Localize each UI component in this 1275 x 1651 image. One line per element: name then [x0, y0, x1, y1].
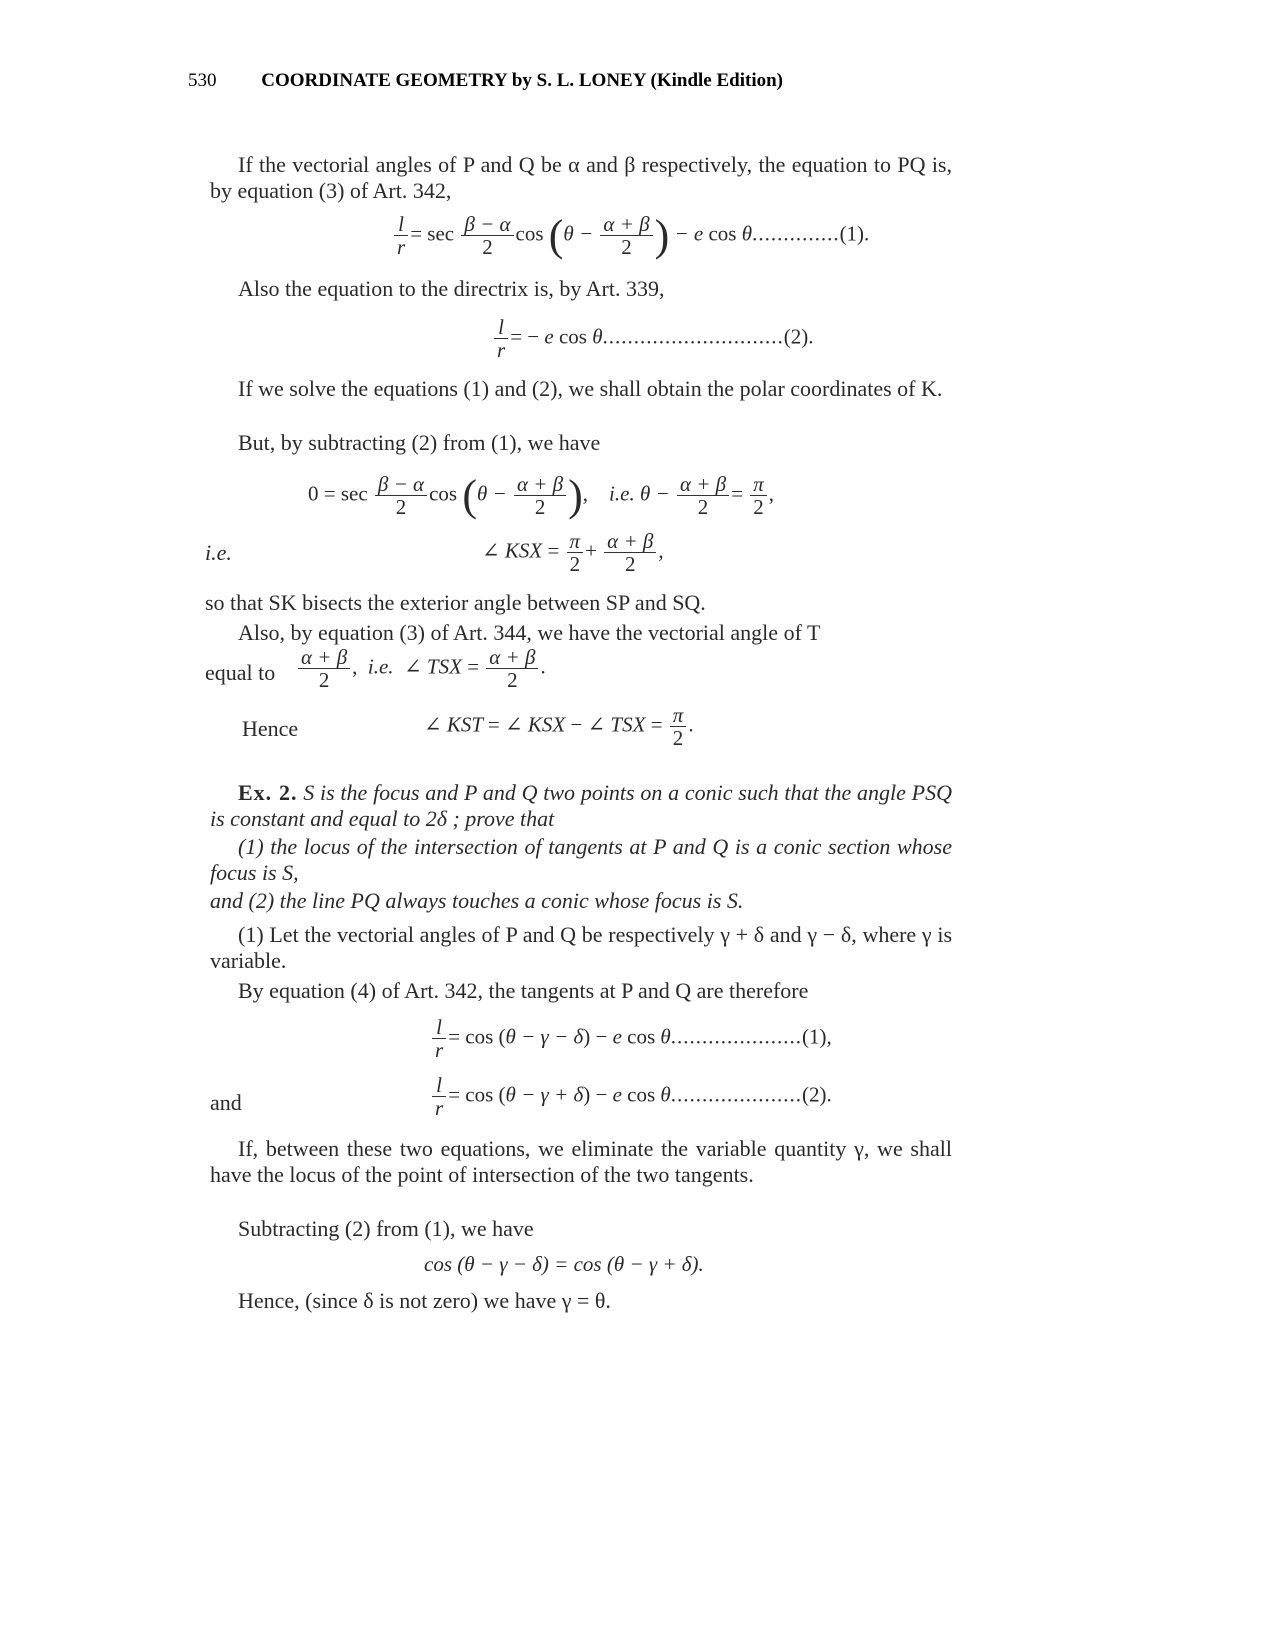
eq3-tag: (1),: [801, 1024, 832, 1049]
equation-tsx: $\frac{\alpha + \beta}{2}$ , i.e. ∠ TSX = $\frac{\alpha + \beta}{2}$ .: [296, 646, 546, 691]
example-label: Ex. 2.: [238, 780, 298, 805]
page-header: [188, 70, 783, 92]
paragraph-9: By equation (4) of Art. 342, the tangents at P and Q are therefore: [238, 978, 809, 1003]
running-title: COORDINATE GEOMETRY by S. L. LONEY (Kindle Edition): [261, 70, 783, 91]
ie-label-inline: i.e.: [609, 481, 635, 506]
paragraph-3: If we solve the equations (1) and (2), we shall obtain the polar coordinates of K.: [238, 376, 943, 401]
paragraph-11: Subtracting (2) from (1), we have: [238, 1216, 534, 1241]
equation-1: $\frac{l}{r}$ = sec $\frac{\beta - \alpha}{2}$ cos (θ − $\frac{\alpha + \beta}{2}$ ) − e cos θ..............(1).: [392, 210, 869, 261]
equation-final: cos (θ − γ − δ) = cos (θ − γ + δ).: [424, 1252, 704, 1276]
example-text: S is the focus and P and Q two points on a conic such that the angle PSQ is constant and equal to 2δ ; prove that: [210, 780, 952, 831]
equation-kst: ∠ KST = ∠ KSX − ∠ TSX = $\frac{\pi}{2}$ .: [424, 703, 694, 751]
eq4-tag: (2).: [801, 1082, 832, 1107]
paragraph-5: so that SK bisects the exterior angle between SP and SQ.: [205, 590, 706, 615]
example-2: [210, 780, 952, 832]
paragraph-6b: equal to: [205, 660, 276, 685]
paragraph-8: (1) Let the vectorial angles of P and Q be respectively γ + δ and γ − δ, where γ is variable.: [210, 922, 952, 973]
paragraph-10: If, between these two equations, we eliminate the variable quantity γ, we shall have the locus of the point of intersection of the two tangents.: [210, 1136, 952, 1187]
equation-2: $\frac{l}{r}$ = − e cos θ.............................(2).: [492, 316, 814, 361]
eq2-tag: (2).: [783, 324, 814, 349]
page-number: 530: [188, 70, 217, 91]
equation-subtract: 0 = sec $\frac{\beta - \alpha}{2}$ cos (θ − $\frac{\alpha + \beta}{2}$ ), i.e. θ − $\frac{\alpha + \beta}{2}$ = $\frac{\pi}{2}$ ,: [308, 471, 774, 520]
eq1-tag: (1).: [839, 221, 870, 246]
example-part-1: (1) the locus of the intersection of tangents at P and Q is a conic section whose focus is S,: [210, 834, 952, 885]
example-part-2: and (2) the line PQ always touches a conic whose focus is S.: [210, 888, 744, 913]
paragraph-1: If the vectorial angles of P and Q be α and β respectively, the equation to PQ is, by equation (3) of Art. 342,: [210, 152, 952, 203]
paragraph-2: Also the equation to the directrix is, by Art. 339,: [238, 276, 665, 301]
paragraph-6a: Also, by equation (3) of Art. 344, we have the vectorial angle of T: [238, 620, 821, 645]
paragraph-12: Hence, (since δ is not zero) we have γ = θ.: [238, 1288, 611, 1313]
paragraph-7: Hence: [242, 716, 299, 741]
equation-tangent-2: $\frac{l}{r}$ = cos (θ − γ + δ) − e cos θ.....................(2).: [430, 1074, 832, 1119]
and-label: and: [210, 1090, 242, 1115]
ie-label: i.e.: [205, 540, 232, 565]
paragraph-4: But, by subtracting (2) from (1), we have: [238, 430, 601, 455]
equation-ksx: ∠ KSX = $\frac{\pi}{2}$ + $\frac{\alpha + \beta}{2}$ ,: [482, 529, 664, 577]
equation-tangent-1: $\frac{l}{r}$ = cos (θ − γ − δ) − e cos θ.....................(1),: [430, 1016, 832, 1061]
